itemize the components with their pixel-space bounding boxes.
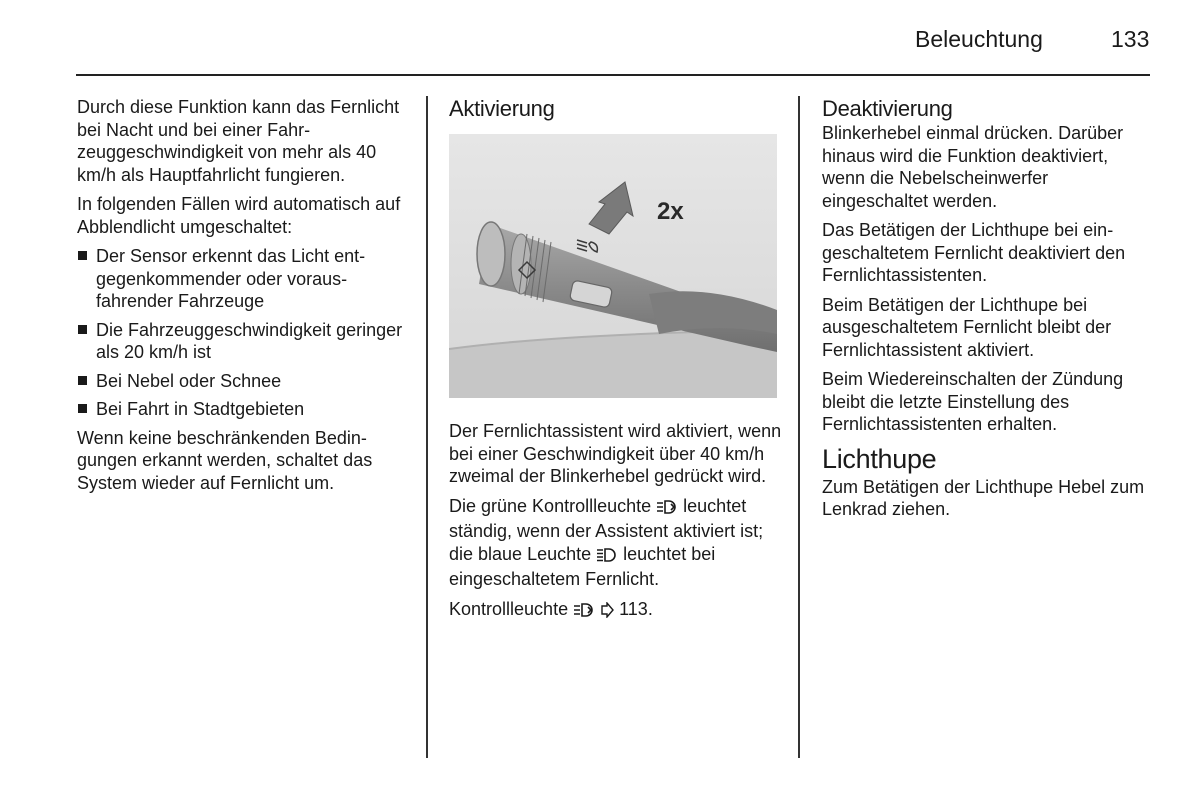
page-number: 133 (1111, 26, 1150, 52)
column-divider-2 (798, 96, 800, 758)
paragraph-indicators: Die grüne Kontrollleuchte leuchtet ständig, wenn der Assistent aktiviert ist; die blaue Leuchte leuchtet bei eingeschaltetem Fernlicht. (449, 495, 764, 589)
paragraph-intro: Durch diese Funktion kann das Fernlicht bei Nacht und bei einer Fahrzeuggeschwindigkeit von mehr als 40 km/h als Hauptfahrlicht fungieren. (77, 97, 400, 185)
lever-illustration (449, 134, 777, 398)
high-beam-assist-icon (656, 498, 678, 521)
column-2 (449, 96, 783, 630)
paragraph-reference: Kontrollleuchte 113. (449, 598, 783, 624)
heading-lichthupe: Lichthupe (822, 443, 937, 474)
high-beam-icon (596, 546, 618, 569)
list-item: Bei Nebel oder Schnee (77, 370, 411, 393)
paragraph-ignition: Beim Wiedereinschalten der Zündung bleibt die letzte Einstellung des Fernlichtassistenten erhalten. (822, 369, 1124, 434)
paragraph-flasher-off: Beim Betätigen der Lichthupe bei ausgeschaltetem Fernlicht bleibt der Fernlichtassistent aktiviert. (822, 294, 1112, 360)
list-item: Bei Fahrt in Stadtgebieten (77, 398, 411, 421)
bullet-icon (78, 404, 87, 413)
column-divider-1 (426, 96, 428, 758)
conditions-list (77, 245, 411, 421)
paragraph-flasher-on: Das Betätigen der Lichthupe bei eingeschaltetem Fernlicht deaktiviert den Fernlichtassistenten. (822, 220, 1126, 285)
header-rule (76, 74, 1150, 76)
column-3 (822, 96, 1154, 528)
paragraph-deactivation: Blinkerhebel einmal drücken. Darüber hinaus wird die Funktion deaktiviert, wenn die Nebelscheinwerfer eingeschaltet werden. (822, 123, 1124, 211)
paragraph-conditions-intro: In folgenden Fällen wird automatisch auf Abblendlicht umgeschaltet: (77, 194, 401, 237)
bullet-icon (78, 325, 87, 334)
column-1 (77, 96, 411, 501)
bullet-icon (78, 251, 87, 260)
heading-aktivierung: Aktivierung (449, 96, 555, 121)
paragraph-restore: Wenn keine beschränkenden Bedingungen erkannt werden, schaltet das System wieder auf Fernlicht um. (77, 427, 373, 493)
high-beam-assist-icon (573, 601, 595, 624)
heading-deaktivierung: Deaktivierung (822, 96, 953, 121)
figure-label-2x: 2x (657, 198, 684, 225)
list-item: Die Fahrzeuggeschwindigkeit geringer als 20 km/h ist (77, 319, 411, 364)
page-header-title: Beleuchtung (915, 26, 1043, 52)
bullet-icon (78, 376, 87, 385)
page-reference-arrow-icon (600, 601, 614, 624)
paragraph-activation: Der Fernlichtassistent wird aktiviert, wenn bei einer Geschwindigkeit über 40 km/h zweimal der Blinkerhebel gedrückt wird. (449, 421, 782, 486)
paragraph-lichthupe: Zum Betätigen der Lichthupe Hebel zum Lenkrad ziehen. (822, 476, 1145, 519)
list-item: Der Sensor erkennt das Licht entgegenkommender oder vorausfahrender Fahrzeuge (77, 245, 411, 313)
